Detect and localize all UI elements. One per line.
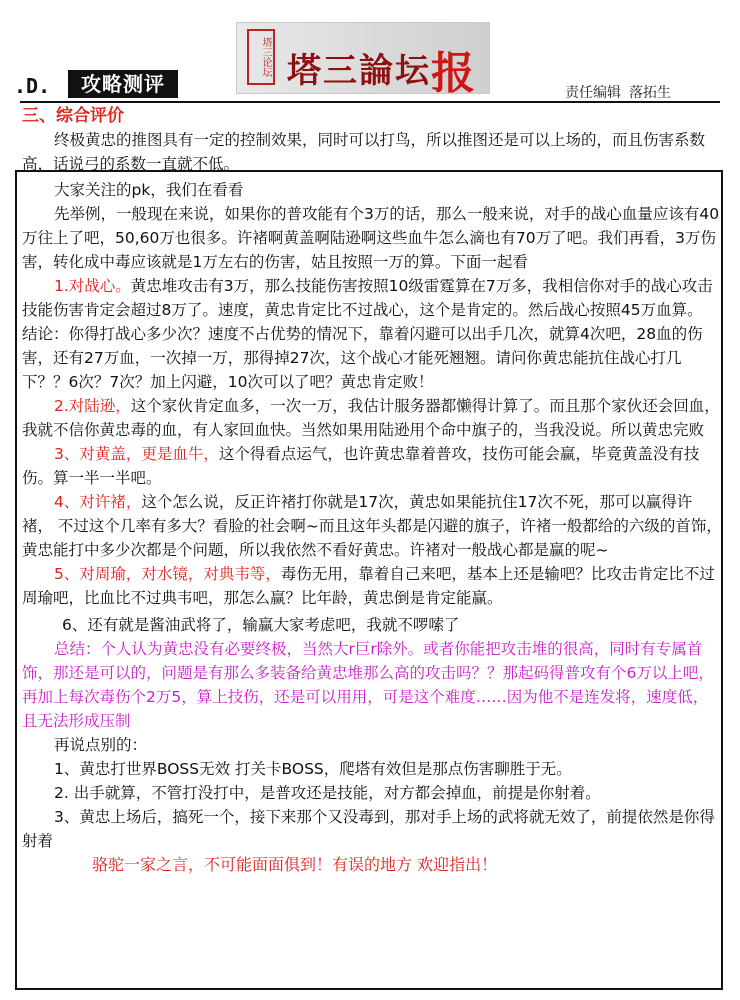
paragraph [22,442,722,490]
article-body [22,104,722,877]
closing-note: 骆驼一家之言，不可能面面俱到！有误的地方 欢迎指出！ [92,855,498,874]
paragraph: 3、黄忠上场后，搞死一个，接下来那个又没毒到，那对手上场的武将就无效了，前提依然是你得射着 [22,808,715,850]
section-mark: .D. [14,74,51,98]
masthead-logo [236,22,490,99]
paragraph-lead: 3、对黄盖，更是血牛， [54,445,219,463]
paragraph-lead: 5、对周瑜，对水镜，对典韦等， [54,565,281,583]
logo-title-text: 塔三論坛 [287,51,431,91]
paragraph-lead: 2.对陆逊， [54,397,131,415]
paragraph [22,562,722,610]
section-tag: 攻略测评 [68,70,178,98]
paragraph-lead: 4、对许褚， [54,493,142,511]
paragraph: 大家关注的pk，我们在看看 [54,181,244,199]
paragraph: 6、还有就是酱油武将了，输赢大家考虑吧，我就不啰嗦了 [62,616,460,634]
section-heading: 三、综合评价 [22,106,124,126]
logo-title [287,37,477,101]
paragraph [22,274,722,322]
logo-seal-stamp: 塔三论坛 [247,29,275,85]
paragraph: 再说点别的： [54,736,148,754]
paragraph: 结论：你得打战心多少次？速度不占优势的情况下，靠着闪避可以出手几次，就算4次吧，28血的伤害，还有27万血，一次掉一万，那得掉27次，这个战心才能死翘翘。请问你黄忠能抗住战心打几下？？6次？7次？加上闪避，10次可以了吧？黄忠肯定败！ [22,325,703,391]
header-divider [20,101,720,103]
paragraph-lead: 1.对战心。 [54,277,131,295]
paragraph-text: 这个家伙肯定血多，一次一万，我估计服务器都懒得计算了。而且那个家伙还会回血，我就不信你黄忠毒的血，有人家回血快。当然如果用陆逊用个命中旗子的，当我没说。所以黄忠完败 [22,397,720,439]
editor-credit [565,82,671,102]
paragraph-text: 毒伤无用，靠着自己来吧，基本上还是输吧？比攻击肯定比不过周瑜吧，比血比不过典韦吧，那怎么赢？比年龄，黄忠倒是肯定能赢。 [22,565,715,607]
paragraph: 2. 出手就算，不管打没打中，是普攻还是技能，对方都会掉血，前提是你射着。 [54,784,601,802]
editor-name: 落拓生 [629,85,671,101]
logo-title-big-char: 报 [431,48,477,99]
editor-label: 责任编辑 [565,85,621,101]
paragraph [22,490,722,562]
paragraph: 1、黄忠打世界BOSS无效 打关卡BOSS，爬塔有效但是那点伤害聊胜于无。 [54,760,572,778]
paragraph-text: 黄忠堆攻击有3万，那么技能伤害按照10级雷霆算在7万多，我相信你对手的战心攻击技能伤害肯定会超过8万了。速度，黄忠肯定比不过战心，这个是肯定的。然后战心按照45万血算。 [22,277,713,319]
paragraph-text: 这个怎么说，反正许褚打你就是17次，黄忠如果能抗住17次不死，那可以赢得许褚， 不过这个几率有多大？看脸的社会啊~而且这年头都是闪避的旗子，许褚一般都给的六级的首饰，黄忠能打中多少次都是个问题，所以我依然不看好黄忠。许褚对一般战心都是赢的呢~ [22,493,722,559]
paragraph: 先举例，一般现在来说，如果你的普攻能有个3万的话，那么一般来说，对手的战心血量应该有40万往上了吧，50,60万也很多。许褚啊黄盖啊陆逊啊这些血牛怎么滴也有70万了吧。我们再看，3万伤害，转化成中毒应该就是1万左右的伤害，姑且按照一万的算。下面一起看 [22,205,720,271]
paragraph [22,394,722,442]
summary-paragraph: 总结：个人认为黄忠没有必要终极，当然大r巨r除外。或者你能把攻击堆的很高，同时有专属首饰，那还是可以的，问题是有那么多装备给黄忠堆那么高的攻击吗？？那起码得普攻有个6万以上吧，再加上每次毒伤个2万5，算上技伤，还是可以用用，可是这个难度……因为他不是连发将，速度低，且无法形成压制 [22,640,714,730]
paragraph: 终极黄忠的推图具有一定的控制效果，同时可以打鸟，所以推图还是可以上场的，而且伤害系数高，话说弓的系数一直就不低。 [22,131,706,173]
paragraph-text: 这个得看点运气，也许黄忠靠着普攻，技伤可能会赢，毕竟黄盖没有技伤。算一半一半吧。 [22,445,700,487]
page-header [0,0,740,112]
